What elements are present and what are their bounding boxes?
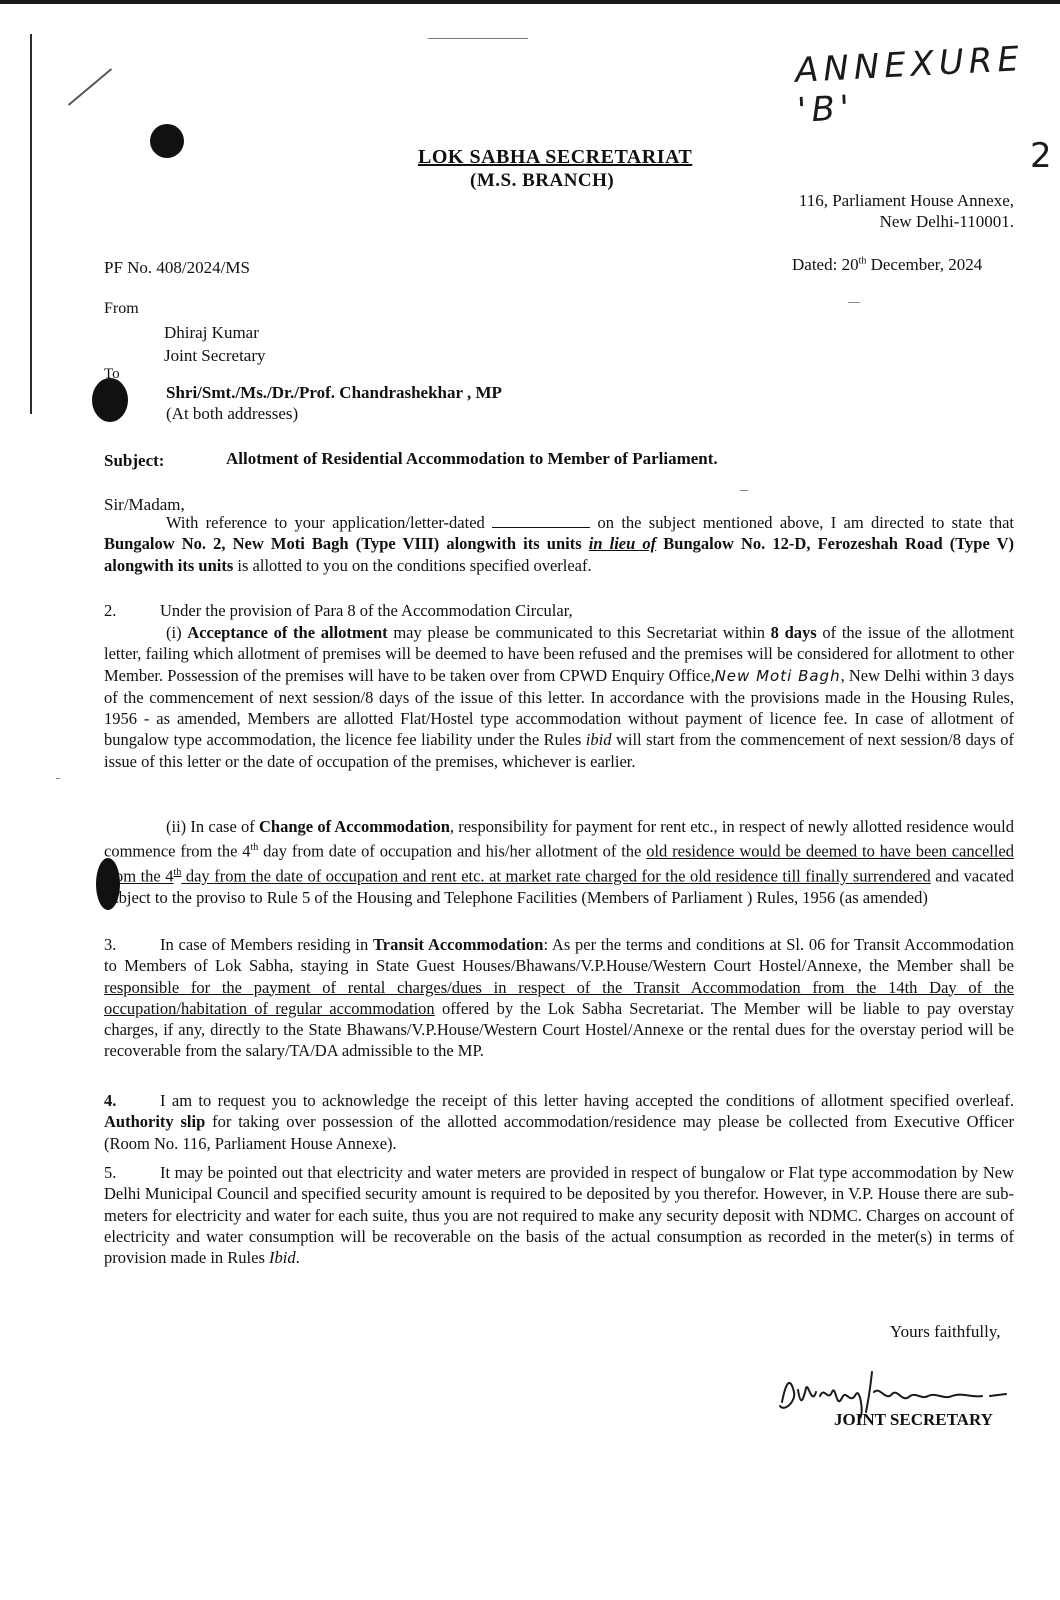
addressee: Shri/Smt./Ms./Dr./Prof. Chandrashekhar , MP [166,383,502,402]
p5-italic: Ibid [268,1248,296,1268]
p4-number: 4. [104,1091,117,1110]
p3-text: offered by the Lok Sabha Secretariat. The Member will be liable to pay overstay charges, if any, directly to the State Bhawans/V.P.House/Western Court Hostel/Annexe or the rental dues for the overstay period will be recoverable from the salary/TA/DA admissible to the MP. [104,998,1014,1061]
scan-speck [740,490,748,491]
date-blank [492,513,590,528]
p2ii-text: , responsibility for payment for rent etc., in respect of newly allotted residence would commence from the 4 [104,817,1014,861]
p4-text: for taking over possession of the allotted accommodation/residence may please be collected from Executive Officer (Room No. 116, Parliament House Annexe). [104,1112,1014,1153]
p2ii-sup: th [173,867,182,879]
pen-mark [68,68,112,106]
handwritten-location: New Moti Bagh [714,666,841,685]
punch-hole-mark [92,378,128,422]
p3-text: : As per the terms and conditions at Sl. 06 for Transit Accommodation to Members of Lok Sabha, staying in State Guest Houses/Bhawans/V.P.House/Western Court Hostel/Annexe, the Member shall be [104,935,1014,976]
date-suffix: December, 2024 [866,255,983,274]
scan-left-edge [30,34,32,414]
p2ii-text: and vacated subject to the proviso to Rule 5 of the Housing and Telephone Facilities (Members of Parliament ) Rules, 1956 (as amended) [104,866,1015,907]
scan-top-rule [428,38,528,39]
address-line-2: New Delhi-110001. [879,212,1014,231]
p1-bold: Bungalow No. 2, New Moti Bagh (Type VIII) alongwith its units [104,534,589,554]
to-label: To [104,366,120,382]
p2ii-underlined: old residence would be deemed to have been cancelled from the 4 [104,841,1015,886]
p3-bold: Transit Accommodation [373,935,544,954]
p3-underlined: responsible for the payment of rental charges/dues in respect of the Transit Accommodation from the 14th Day of the occupation/habitation of regular accommodation [104,977,1014,1018]
from-label: From [104,300,139,317]
letter-date [792,255,982,275]
p5-number: 5. [104,1163,117,1182]
handwritten-page-number: 2 [1030,136,1052,176]
date-ordinal: th [858,255,867,267]
paragraph-3 [104,934,1014,1062]
subject-text: Allotment of Residential Accommodation to Member of Parliament. [226,449,718,468]
addressee-address: (At both addresses) [166,404,299,423]
p2ii-sup: th [250,842,259,854]
date-prefix: Dated: 20 [792,255,859,274]
p2-intro: Under the provision of Para 8 of the Accommodation Circular, [160,601,573,620]
signatory-designation: JOINT SECRETARY [834,1410,993,1429]
org-title: LOK SABHA SECRETARIAT [418,146,693,168]
p5-text: It may be pointed out that electricity and water meters are provided in respect of bungalow or Flat type accommodation by New Delhi Municipal Council and specified security amount is required to be deposited by you therefor. However, in V.P. House there are sub-meters for electricity and water for each suite, thus you are not required to make any security deposit with NDMC. Charges on account of electricity and water consumption will be recoverable on the basis of the actual consumption as recorded in the meter(s) in terms of provision made in Rules [104,1163,1014,1268]
p2-text: will start from the commencement of next session/8 days of issue of this letter or the date of occupation of the premises, whichever is earlier. [104,730,1014,771]
address-line-1: 116, Parliament House Annexe, [798,191,1014,210]
paragraph-2-intro [104,600,1014,621]
paragraph-4 [104,1090,1014,1154]
sender-block [164,321,266,367]
handwritten-annexure-label: ANNEXURE 'B' [794,38,1025,131]
salutation: Sir/Madam, [104,495,185,514]
p2-text: (i) [166,623,188,642]
p1-text: With reference to your application/letter-dated [166,513,485,532]
branch-title: (M.S. BRANCH) [470,170,615,191]
p1-text: on the subject mentioned above, I am directed to state that [590,513,1015,532]
office-address [760,190,1014,232]
p4-text: I am to request you to acknowledge the receipt of this letter having accepted the conditions of allotment specified overleaf. [160,1091,1014,1110]
paragraph-2-i [104,622,1014,772]
p1-in-lieu: in lieu of [588,534,657,554]
p1-bold: Bungalow No. 12-D, Ferozeshah Road (Type V) alongwith its units [104,534,1015,575]
paragraph-5 [104,1162,1014,1268]
p3-text: In case of Members residing in [160,935,374,954]
p2ii-underlined: day from the date of occupation and rent etc. at market rate charged for the old residence till finally surrendered [181,866,931,886]
punch-hole-mark [150,124,184,158]
closing-text: Yours faithfully, [890,1322,1001,1341]
p2ii-text: day from date of occupation and his/her allotment of the [258,841,647,861]
p2-bold: 8 days [770,623,817,642]
sender-designation: Joint Secretary [164,346,266,365]
p4-bold: Authority slip [104,1112,206,1132]
scan-speck [848,302,860,303]
p1-text: is allotted to you on the conditions specified overleaf. [233,555,592,575]
p2-text: may please be communicated to this Secretariat within [387,623,771,642]
p2-bold: Acceptance of the allotment [187,623,388,642]
pf-number: PF No. 408/2024/MS [104,258,250,277]
p2-number: 2. [104,601,117,620]
paragraph-1 [104,512,1014,576]
p3-number: 3. [104,935,117,954]
p2-text: of the issue of the allotment letter, failing which allotment of premises will be deemed to have been refused and the premises will be considered for allotment to other Member. Possession of the premises will have to be taken over from CPWD Enquiry Office, [104,623,1015,685]
p2ii-text: (ii) In case of [166,817,259,836]
p2-text: , New Delhi within 3 days of the commencement of next session/8 days of the issue of this letter. In accordance with the provisions made in the Housing Rules, 1956 - as amended, Members are allotted Flat/Hostel type accommodation without payment of licence fee. In case of allotment of bungalow type accommodation, the licence fee liability under the Rules [104,665,1014,750]
sender-name: Dhiraj Kumar [164,323,259,342]
subject-label: Subject: [104,451,165,470]
scan-speck [56,778,60,779]
p2ii-bold: Change of Accommodation [258,817,450,836]
p2-italic: ibid [585,730,612,750]
paragraph-2-ii [104,816,1014,908]
p5-text: . [295,1248,300,1268]
